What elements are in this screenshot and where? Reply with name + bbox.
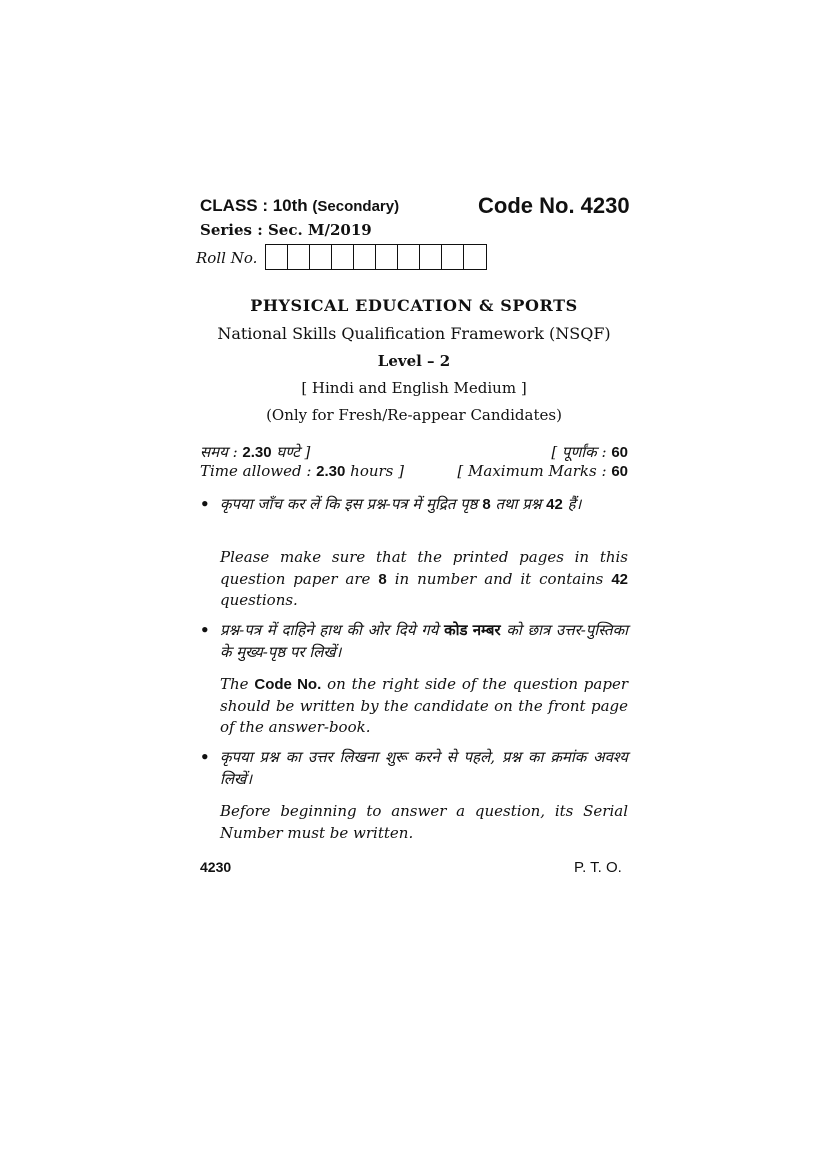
bullet-icon: •	[200, 748, 210, 766]
instruction-3-hindi: कृपया प्रश्न का उत्तर लिखना शुरू करने से पहले, प्रश्न का क्रमांक अवश्य लिखें।	[220, 748, 628, 788]
roll-number-box[interactable]	[266, 245, 288, 269]
framework-title: National Skills Qualification Framework (NSQF)	[217, 324, 611, 343]
roll-number-box[interactable]	[442, 245, 464, 269]
roll-number-label: Roll No.	[196, 249, 258, 267]
max-marks-english: [ Maximum Marks : 60	[457, 462, 628, 480]
class-heading	[200, 196, 399, 216]
instruction-1-hindi: कृपया जाँच कर लें कि इस प्रश्न-पत्र में मुद्रित पृष्ठ 8 तथा प्रश्न 42 हैं।	[220, 495, 582, 513]
roll-number-box[interactable]	[464, 245, 486, 269]
instruction-3-english: Before beginning to answer a question, its Serial Number must be written.	[220, 802, 628, 842]
subject-title: PHYSICAL EDUCATION & SPORTS	[250, 296, 578, 315]
roll-number-box[interactable]	[376, 245, 398, 269]
series-label: Series : Sec. M/2019	[200, 221, 372, 239]
roll-number-box[interactable]	[310, 245, 332, 269]
time-marks-hindi	[200, 442, 628, 462]
instruction-2-english: The Code No. on the right side of the question paper should be written by the candidate on the front page of the answer-book.	[220, 675, 628, 736]
footer-code: 4230	[200, 859, 232, 875]
time-allowed-english: Time allowed : 2.30 hours ]	[200, 462, 404, 480]
class-label: CLASS : 10th	[200, 196, 308, 215]
max-marks-hindi: [ पूर्णांक : 60	[551, 443, 628, 461]
time-allowed-hindi: समय : 2.30 घण्टे ]	[200, 443, 311, 461]
code-number: Code No. 4230	[478, 193, 630, 218]
time-marks-english	[200, 462, 628, 480]
roll-number-box[interactable]	[420, 245, 442, 269]
bullet-icon: •	[200, 495, 210, 513]
bullet-icon: •	[200, 621, 210, 639]
class-qualifier: (Secondary)	[312, 198, 400, 215]
roll-number-box[interactable]	[288, 245, 310, 269]
level-title: Level – 2	[377, 352, 451, 370]
roll-number-box[interactable]	[354, 245, 376, 269]
roll-number-box[interactable]	[398, 245, 420, 269]
please-turn-over: P. T. O.	[574, 859, 622, 876]
roll-number-boxes[interactable]	[265, 244, 487, 270]
instruction-2-hindi: प्रश्न-पत्र में दाहिने हाथ की ओर दिये गये कोड नम्बर को छात्र उत्तर-पुस्तिका के मुख्य-पृष्ठ पर लिखें।	[220, 621, 628, 661]
medium-note: [ Hindi and English Medium ]	[301, 379, 527, 397]
candidates-note: (Only for Fresh/Re-appear Candidates)	[266, 406, 562, 424]
roll-number-box[interactable]	[332, 245, 354, 269]
instruction-1-english: Please make sure that the printed pages in this question paper are 8 in number and it contains 42 questions.	[220, 548, 628, 609]
